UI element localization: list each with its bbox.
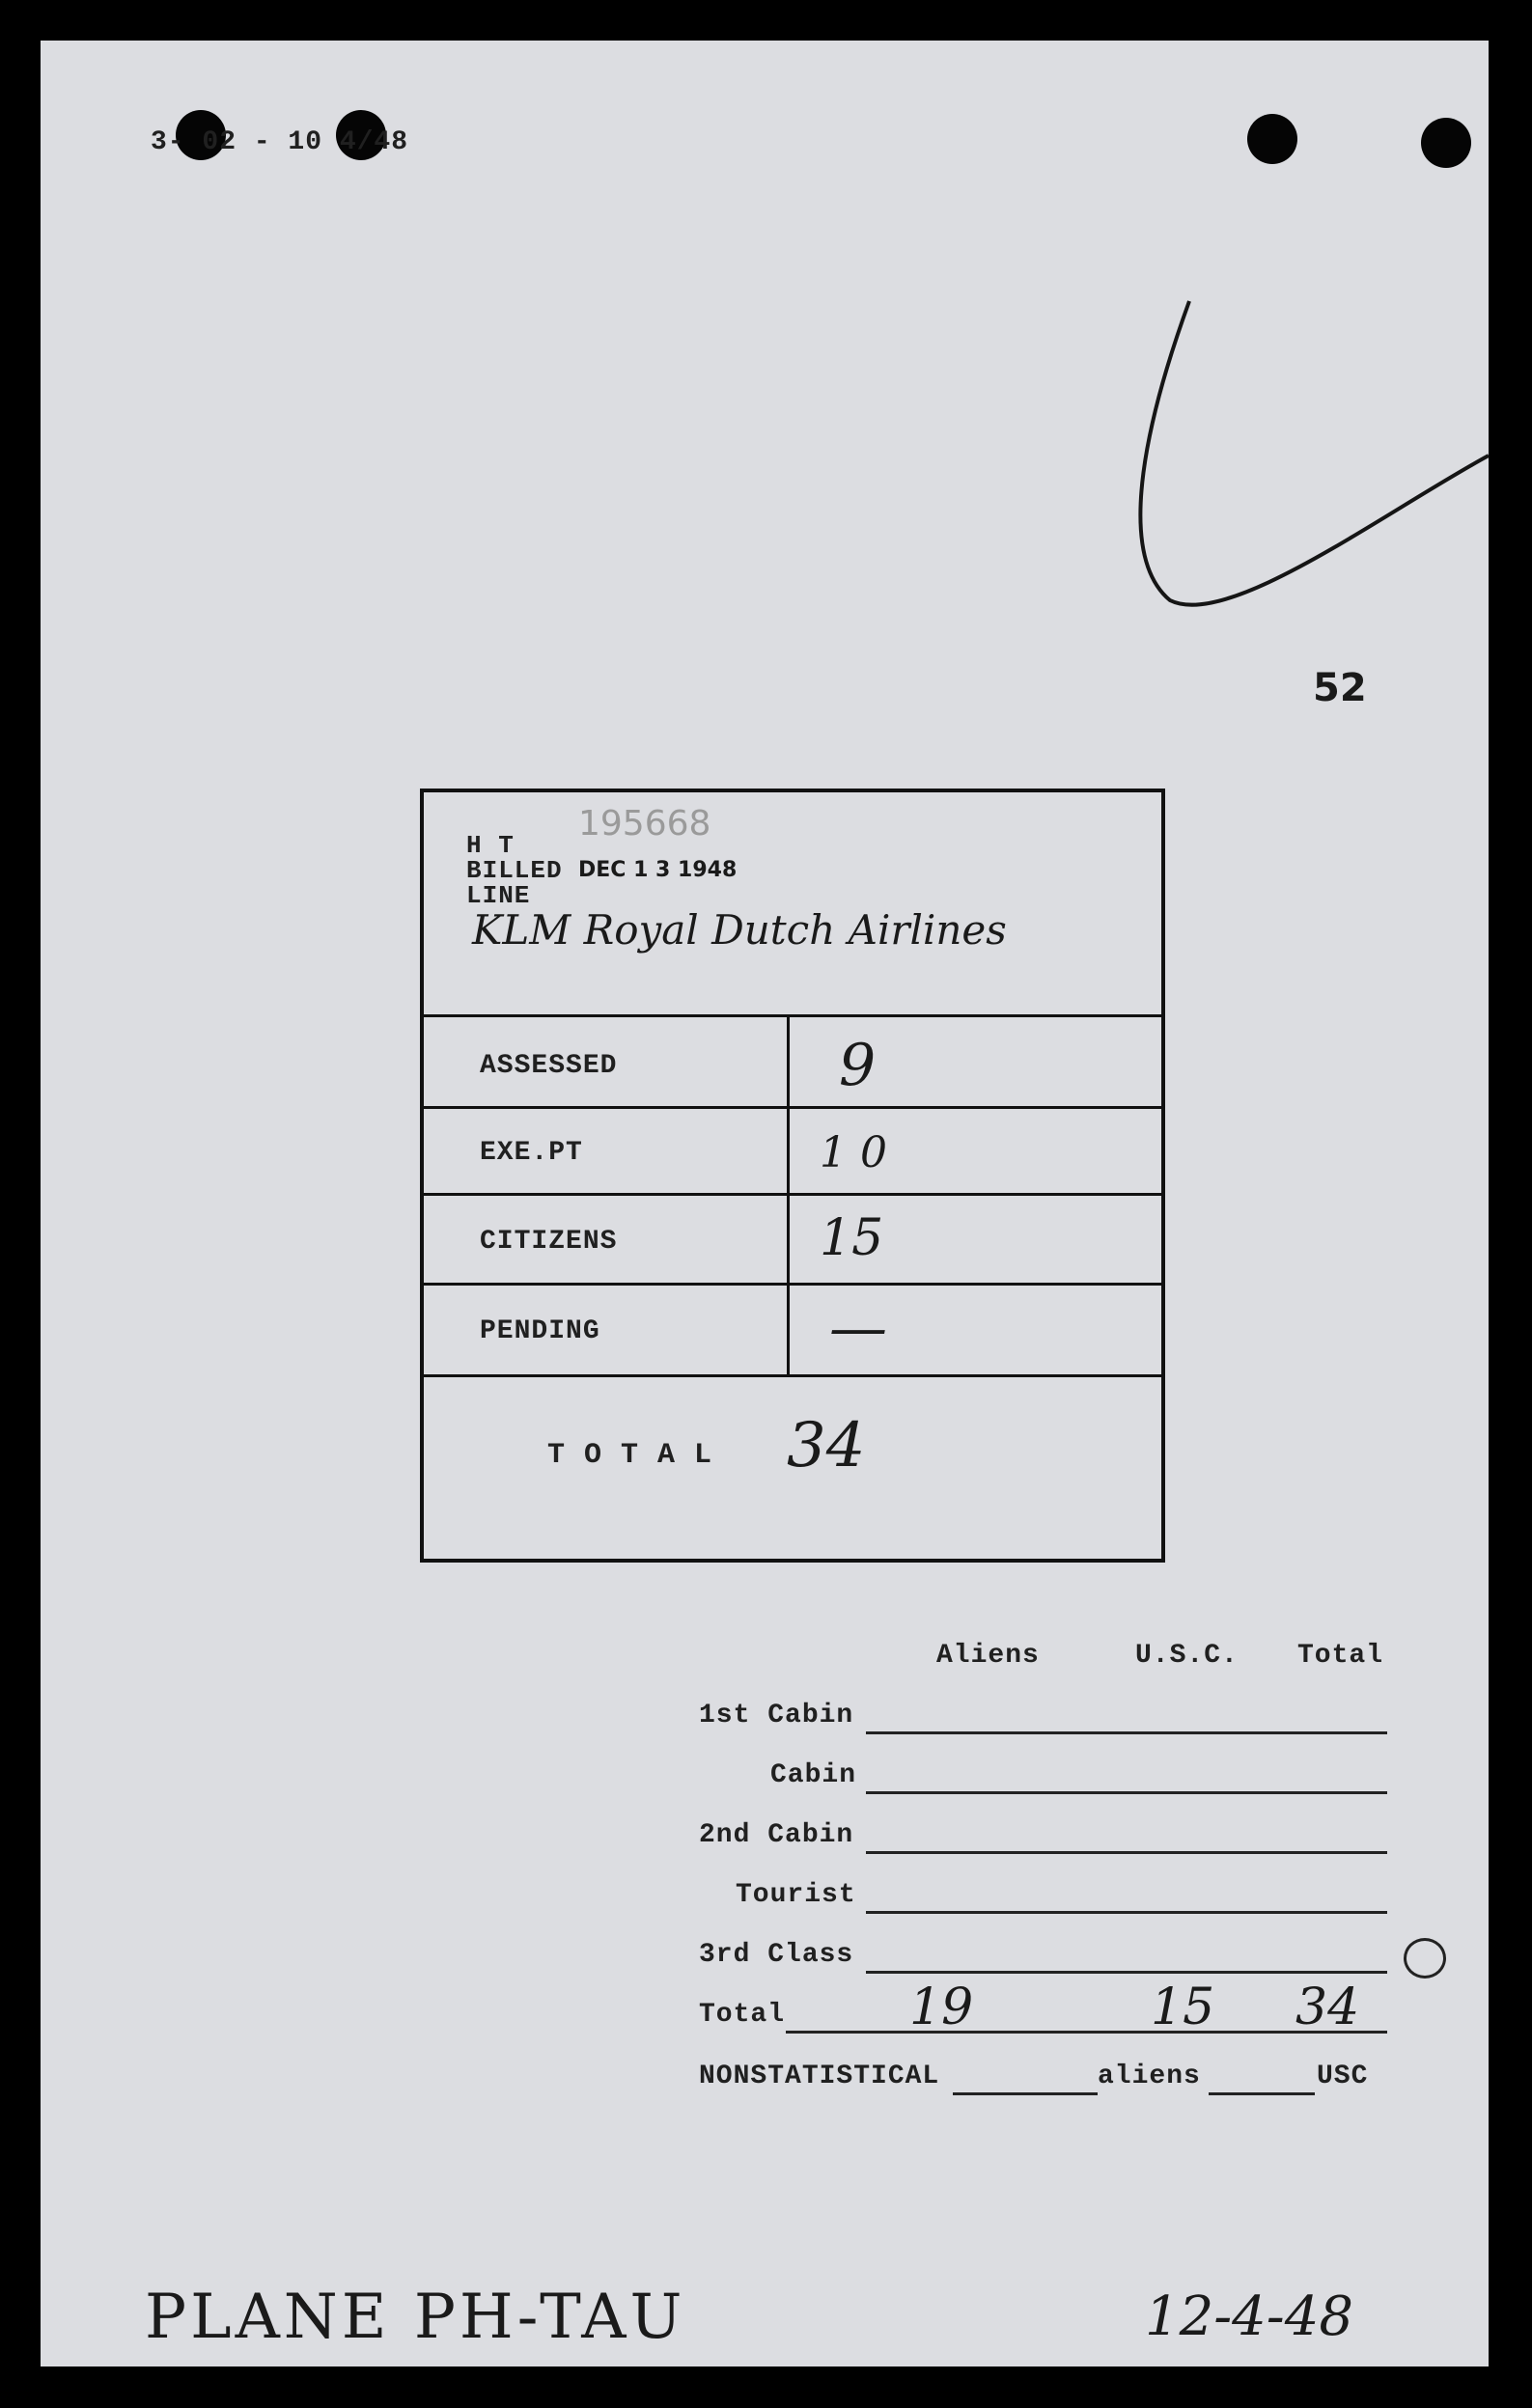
divider: [424, 1374, 1161, 1377]
blank-line: [866, 1911, 1387, 1914]
date-handwritten: 12-4-48: [1145, 2285, 1353, 2348]
divider: [424, 1106, 1161, 1109]
nonstatistical-aliens: aliens: [1098, 2062, 1201, 2091]
row-label-assessed: ASSESSED: [480, 1051, 618, 1081]
plane-id: PLANE PH-TAU: [145, 2282, 686, 2353]
airline-name: KLM Royal Dutch Airlines: [472, 906, 1007, 954]
ht-label: H T: [466, 831, 515, 860]
column-header-usc: U.S.C.: [1135, 1641, 1239, 1671]
line-label: LINE: [466, 881, 531, 910]
row-value-citizens: 15: [820, 1209, 884, 1267]
nonstatistical-usc: USC: [1317, 2062, 1369, 2091]
column-header-total: Total: [1297, 1641, 1384, 1671]
total-value: 34: [787, 1410, 866, 1481]
ht-number: 195668: [578, 804, 711, 844]
row-1st-cabin: 1st Cabin: [699, 1701, 854, 1730]
total-total: 34: [1295, 1979, 1360, 2036]
file-number: 3- 02 - 10 4/48: [151, 127, 409, 157]
column-header-aliens: Aliens: [936, 1641, 1040, 1671]
billed-label: BILLED: [466, 856, 563, 885]
row-cabin: Cabin: [770, 1760, 857, 1790]
row-total: Total: [699, 2000, 786, 2030]
nonstatistical-label: NONSTATISTICAL: [699, 2062, 940, 2091]
row-3rd-class: 3rd Class: [699, 1940, 854, 1970]
blank-line: [866, 1791, 1387, 1794]
blank-line: [953, 2092, 1098, 2095]
blank-line: [866, 1851, 1387, 1854]
row-label-pending: PENDING: [480, 1316, 600, 1346]
blank-line: [866, 1731, 1387, 1734]
ht-stamp-box: [420, 789, 1165, 1563]
punch-hole: [1421, 118, 1471, 168]
row-tourist: Tourist: [736, 1880, 856, 1910]
divider: [787, 1014, 790, 1374]
total-aliens: 19: [909, 1979, 974, 2036]
blank-line: [1209, 2092, 1315, 2095]
punch-hole: [1247, 114, 1297, 164]
total-label: T O T A L: [547, 1439, 713, 1472]
check-mark-icon: [1093, 263, 1498, 629]
page-number: 52: [1313, 666, 1367, 710]
billed-date: DEC 1 3 1948: [578, 858, 738, 882]
divider: [424, 1014, 1161, 1017]
row-label-citizens: CITIZENS: [480, 1227, 618, 1257]
blank-line: [866, 1971, 1387, 1974]
row-value-exempt: 1 0: [820, 1128, 887, 1177]
circle-mark-icon: [1404, 1938, 1446, 1979]
row-2nd-cabin: 2nd Cabin: [699, 1820, 854, 1850]
row-label-exempt: EXE.PT: [480, 1138, 583, 1168]
row-value-pending: —: [829, 1294, 887, 1362]
document-sheet: [41, 41, 1489, 2366]
total-usc: 15: [1151, 1979, 1215, 2036]
row-value-assessed: 9: [839, 1032, 877, 1099]
divider: [424, 1283, 1161, 1286]
divider: [424, 1193, 1161, 1196]
